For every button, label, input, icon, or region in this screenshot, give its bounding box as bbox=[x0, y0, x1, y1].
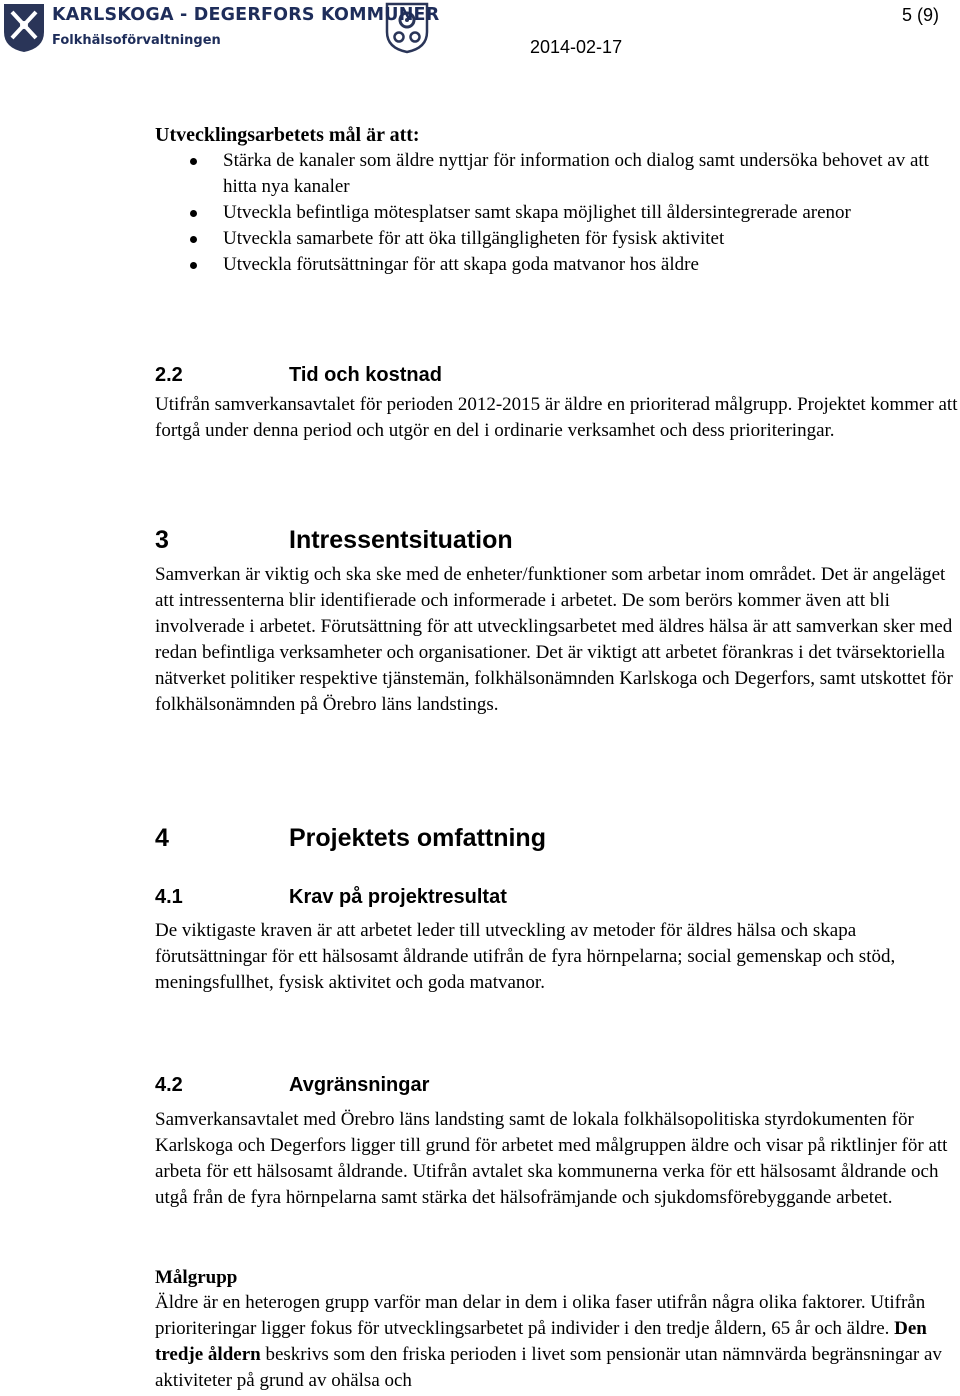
section-2-2-paragraph: Utifrån samverkansavtalet för perioden 2012-2015 är äldre en prioriterad målgrupp. Projektet kommer att fortgå under denna period och utgör en del i ordinarie verksamhet och dess prioriteringar. bbox=[155, 394, 958, 441]
goal-text: Stärka de kanaler som äldre nyttjar för information och dialog samt undersöka behovet av att hitta nya kanaler bbox=[223, 150, 929, 197]
section-number: 4.2 bbox=[155, 1074, 183, 1096]
section-title: Intressentsituation bbox=[289, 526, 513, 554]
section-number: 4 bbox=[155, 824, 169, 852]
page-header bbox=[0, 0, 960, 70]
malgrupp-emphasis: Den tredje åldern bbox=[155, 1318, 927, 1365]
section-title: Krav på projektresultat bbox=[289, 886, 507, 908]
section-number: 4.1 bbox=[155, 886, 183, 908]
malgrupp-text-end: beskrivs som den friska perioden i livet som pensionär utan nämnvärda begränsningar av aktiviteter på grund av ohälsa och bbox=[155, 1344, 942, 1391]
section-title: Avgränsningar bbox=[289, 1074, 430, 1096]
goal-text: Utveckla befintliga mötesplatser samt skapa möjlighet till åldersintegrerade arenor bbox=[223, 202, 851, 223]
karlskoga-crest-icon bbox=[2, 2, 46, 54]
goal-text: Utveckla samarbete för att öka tillgängligheten för fysisk aktivitet bbox=[223, 228, 725, 249]
list-item bbox=[155, 200, 960, 226]
page-number: 5 (9) bbox=[901, 5, 939, 25]
department-name: Folkhälsoförvaltningen bbox=[52, 33, 221, 48]
goals-heading: Utvecklingsarbetets mål är att: bbox=[155, 124, 420, 146]
document-date: 2014-02-17 bbox=[530, 37, 623, 57]
bullet-icon bbox=[190, 236, 197, 243]
malgrupp-heading: Målgrupp bbox=[155, 1267, 238, 1288]
section-3-paragraph: Samverkan är viktig och ska ske med de enheter/funktioner som arbetar inom området. Det är angeläget att intressenterna blir identifierade och informerade i arbetet. De som berörs kommer även att bli involverade i arbetet. Förutsättning för att utvecklingsarbetet med äldres hälsa är att samverkan sker med redan befintliga verksamheter och organisationer. Det är viktigt att arbetet förankras i det tvärsektoriella nätverket politiker respektive tjänstemän, folkhälsonämnden Karlskoga och Degerfors, samt utskottet för folkhälsonämnden på Örebro läns landstings. bbox=[155, 564, 953, 715]
section-4-2-paragraph: Samverkansavtalet med Örebro läns landsting samt de lokala folkhälsopolitiska styrdokumenten för Karlskoga och Degerfors ligger till grund för arbetet med målgruppen äldre och visar på riktlinjer för att arbeta för ett hälsosamt åldrande. Utifrån avtalet ska kommunerna verka för ett hälsosamt åldrande och utgå från de fyra hörnpelarna samt stärka det hälsofrämjande och sjukdomsförebyggande arbetet. bbox=[155, 1109, 948, 1208]
section-4-1-paragraph: De viktigaste kraven är att arbetet leder till utveckling av metoder för äldres hälsa och skapa förutsättningar för ett hälsosamt åldrande utifrån de fyra hörnpelarna; social gemenskap och stöd, meningsfullhet, fysisk aktivitet och goda matvanor. bbox=[155, 920, 896, 993]
bullet-icon bbox=[190, 210, 197, 217]
list-item bbox=[155, 148, 960, 200]
section-number: 3 bbox=[155, 526, 169, 554]
malgrupp-paragraph bbox=[155, 1290, 960, 1394]
organization-name: KARLSKOGA - DEGERFORS KOMMUNER bbox=[52, 5, 440, 25]
bullet-icon bbox=[190, 158, 197, 165]
list-item bbox=[155, 252, 960, 278]
goals-list bbox=[155, 148, 960, 278]
list-item bbox=[155, 226, 960, 252]
goal-text: Utveckla förutsättningar för att skapa goda matvanor hos äldre bbox=[223, 254, 699, 275]
malgrupp-text-start: Äldre är en heterogen grupp varför man delar in dem i olika faser utifrån några olika faktorer. Utifrån prioriteringar ligger fokus för utvecklingsarbetet på individer i den tredje åldern, 65 år och äldre. bbox=[155, 1292, 926, 1339]
section-number: 2.2 bbox=[155, 364, 183, 386]
bullet-icon bbox=[190, 262, 197, 269]
section-title: Projektets omfattning bbox=[289, 824, 546, 852]
section-title: Tid och kostnad bbox=[289, 364, 442, 386]
